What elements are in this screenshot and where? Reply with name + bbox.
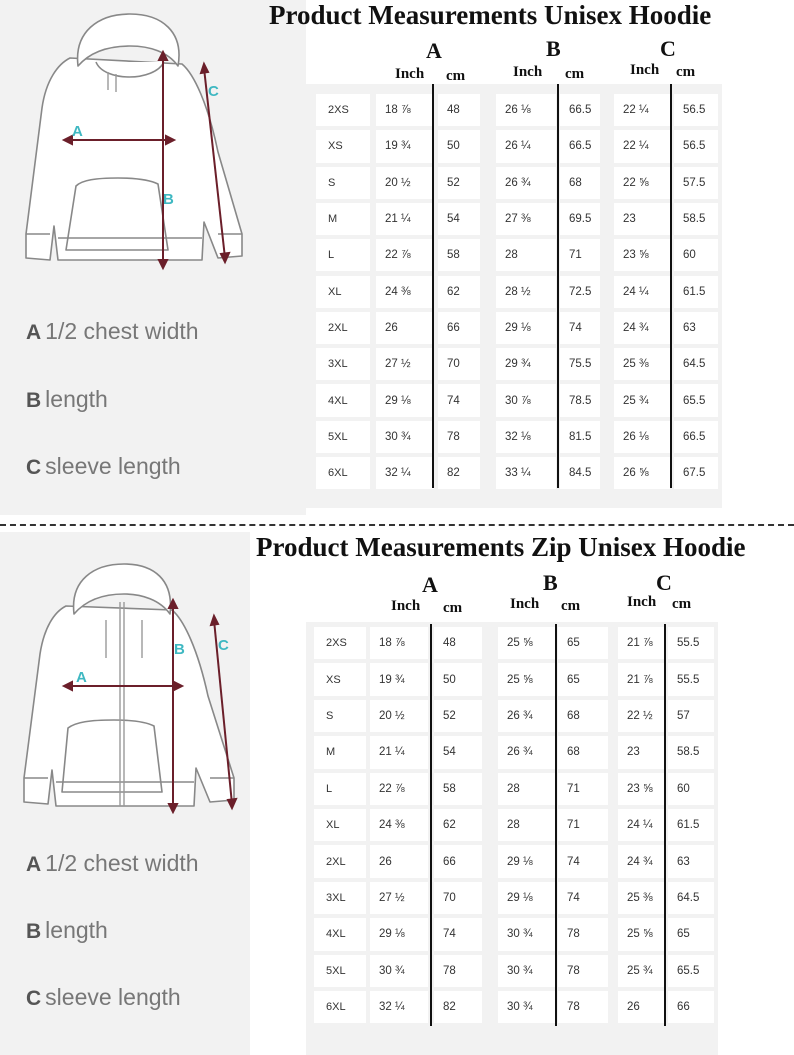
chest-cm-cell: 62	[438, 276, 480, 308]
sleeve-inch-cell: 23	[618, 736, 666, 768]
sleeve-cm-cell: 60	[674, 239, 718, 271]
chest-inch-cell: 27 ½	[370, 882, 428, 914]
size-cell: L	[316, 239, 370, 271]
svg-text:A: A	[72, 123, 83, 140]
sleeve-inch-cell: 24 ¾	[618, 845, 666, 877]
chest-inch-cell: 19 ¾	[376, 130, 434, 162]
chest-inch-cell: 32 ¼	[376, 457, 434, 489]
length-cm-cell: 68	[558, 700, 608, 732]
length-cm-cell: 68	[558, 736, 608, 768]
chest-cm-cell: 54	[438, 203, 480, 235]
unit-cm-c: cm	[676, 64, 696, 80]
length-cm-cell: 71	[558, 809, 608, 841]
length-cm-cell: 72.5	[560, 276, 600, 308]
length-cm-cell: 71	[558, 773, 608, 805]
sleeve-cm-cell: 63	[668, 845, 714, 877]
sleeve-cm-cell: 64.5	[674, 348, 718, 380]
length-cm-cell: 74	[560, 312, 600, 344]
unisex-hoodie-panel	[0, 0, 794, 515]
sleeve-inch-cell: 23 ⅝	[618, 773, 666, 805]
column-a-header: A	[426, 38, 442, 63]
sleeve-inch-cell: 24 ¼	[614, 276, 670, 308]
chest-cm-cell: 66	[434, 845, 482, 877]
size-cell: 2XS	[314, 627, 366, 659]
size-cell: 3XL	[314, 882, 366, 914]
chest-cm-cell: 62	[434, 809, 482, 841]
svg-text:B: B	[174, 641, 185, 658]
unit-cm-c: cm	[672, 596, 692, 612]
size-cell: 6XL	[314, 991, 366, 1023]
dashed-divider	[0, 524, 794, 526]
chest-inch-cell: 19 ¾	[370, 663, 428, 695]
column-separator	[670, 84, 672, 488]
sleeve-cm-cell: 66	[668, 991, 714, 1023]
length-cm-cell: 65	[558, 663, 608, 695]
column-separator	[555, 624, 557, 1026]
length-cm-cell: 66.5	[560, 94, 600, 126]
unit-inch-b: Inch	[510, 596, 540, 612]
sleeve-cm-cell: 66.5	[674, 421, 718, 453]
sleeve-inch-cell: 25 ⅜	[614, 348, 670, 380]
column-b-header: B	[546, 36, 561, 61]
chest-inch-cell: 22 ⅞	[370, 773, 428, 805]
svg-text:C: C	[218, 637, 229, 654]
chest-inch-cell: 20 ½	[376, 167, 434, 199]
column-b-header: B	[543, 570, 558, 595]
sleeve-cm-cell: 56.5	[674, 130, 718, 162]
column-separator	[664, 624, 666, 1026]
size-cell: 5XL	[316, 421, 370, 453]
chest-cm-cell: 52	[438, 167, 480, 199]
length-cm-cell: 69.5	[560, 203, 600, 235]
size-cell: 4XL	[316, 384, 370, 416]
sleeve-inch-cell: 23	[614, 203, 670, 235]
column-a-header: A	[422, 572, 438, 597]
legend-c: C sleeve length	[26, 453, 181, 479]
length-cm-cell: 78	[558, 991, 608, 1023]
sleeve-cm-cell: 57	[668, 700, 714, 732]
unit-inch-c: Inch	[630, 62, 660, 78]
size-cell: 2XL	[316, 312, 370, 344]
legend-a: A 1/2 chest width	[26, 318, 199, 344]
chest-cm-cell: 54	[434, 736, 482, 768]
chest-inch-cell: 21 ¼	[376, 203, 434, 235]
chest-inch-cell: 27 ½	[376, 348, 434, 380]
chest-inch-cell: 30 ¾	[370, 955, 428, 987]
svg-text:C: C	[208, 83, 219, 100]
length-cm-cell: 84.5	[560, 457, 600, 489]
chest-cm-cell: 52	[434, 700, 482, 732]
size-cell: 2XS	[316, 94, 370, 126]
chest-inch-cell: 29 ⅛	[376, 384, 434, 416]
length-inch-cell: 25 ⅝	[498, 627, 556, 659]
chest-inch-cell: 30 ¾	[376, 421, 434, 453]
size-cell: S	[314, 700, 366, 732]
unit-cm-a: cm	[443, 600, 463, 616]
sleeve-cm-cell: 58.5	[668, 736, 714, 768]
chest-inch-cell: 18 ⅞	[376, 94, 434, 126]
unit-cm-a: cm	[446, 68, 466, 84]
sleeve-inch-cell: 24 ¼	[618, 809, 666, 841]
chest-cm-cell: 66	[438, 312, 480, 344]
sleeve-inch-cell: 24 ¾	[614, 312, 670, 344]
length-cm-cell: 74	[558, 882, 608, 914]
size-cell: S	[316, 167, 370, 199]
chest-cm-cell: 58	[434, 773, 482, 805]
chest-cm-cell: 74	[438, 384, 480, 416]
chest-cm-cell: 70	[438, 348, 480, 380]
length-inch-cell: 29 ⅛	[498, 882, 556, 914]
sleeve-cm-cell: 55.5	[668, 627, 714, 659]
chest-cm-cell: 50	[434, 663, 482, 695]
length-cm-cell: 75.5	[560, 348, 600, 380]
chest-inch-cell: 26	[376, 312, 434, 344]
size-cell: 3XL	[316, 348, 370, 380]
chest-cm-cell: 48	[434, 627, 482, 659]
column-separator	[430, 624, 432, 1026]
length-inch-cell: 29 ¾	[496, 348, 556, 380]
sleeve-cm-cell: 65.5	[668, 955, 714, 987]
chart-title: Product Measurements Unisex Hoodie	[269, 0, 712, 30]
sleeve-cm-cell: 64.5	[668, 882, 714, 914]
chest-cm-cell: 48	[438, 94, 480, 126]
svg-text:B: B	[163, 191, 174, 208]
chest-inch-cell: 24 ⅜	[370, 809, 428, 841]
sleeve-inch-cell: 21 ⅞	[618, 663, 666, 695]
length-inch-cell: 28	[498, 809, 556, 841]
column-separator	[432, 84, 434, 488]
sleeve-inch-cell: 26 ⅛	[614, 421, 670, 453]
sleeve-inch-cell: 25 ⅜	[618, 882, 666, 914]
length-inch-cell: 25 ⅝	[498, 663, 556, 695]
length-inch-cell: 29 ⅛	[496, 312, 556, 344]
size-cell: 2XL	[314, 845, 366, 877]
sleeve-inch-cell: 25 ¾	[618, 955, 666, 987]
size-cell: XL	[314, 809, 366, 841]
length-cm-cell: 78	[558, 955, 608, 987]
sleeve-cm-cell: 67.5	[674, 457, 718, 489]
length-inch-cell: 26 ¾	[496, 167, 556, 199]
chest-cm-cell: 78	[438, 421, 480, 453]
length-cm-cell: 78	[558, 918, 608, 950]
sleeve-inch-cell: 22 ¼	[614, 130, 670, 162]
sleeve-cm-cell: 56.5	[674, 94, 718, 126]
zip-hoodie-panel	[0, 532, 794, 1055]
chest-inch-cell: 32 ¼	[370, 991, 428, 1023]
zip-hoodie-icon	[18, 562, 250, 814]
sleeve-inch-cell: 22 ½	[618, 700, 666, 732]
sleeve-inch-cell: 26	[618, 991, 666, 1023]
chest-inch-cell: 24 ⅜	[376, 276, 434, 308]
length-inch-cell: 27 ⅜	[496, 203, 556, 235]
hoodie-icon	[18, 12, 268, 274]
length-inch-cell: 30 ¾	[498, 955, 556, 987]
length-inch-cell: 30 ¾	[498, 991, 556, 1023]
length-cm-cell: 65	[558, 627, 608, 659]
size-cell: XL	[316, 276, 370, 308]
sleeve-cm-cell: 65.5	[674, 384, 718, 416]
sleeve-inch-cell: 26 ⅝	[614, 457, 670, 489]
size-cell: XS	[314, 663, 366, 695]
chart-title: Product Measurements Zip Unisex Hoodie	[256, 532, 746, 562]
svg-text:A: A	[76, 669, 87, 686]
length-inch-cell: 26 ⅛	[496, 94, 556, 126]
size-cell: XS	[316, 130, 370, 162]
chest-cm-cell: 82	[438, 457, 480, 489]
unit-inch-a: Inch	[391, 598, 421, 614]
unit-inch-c: Inch	[627, 594, 657, 610]
chest-cm-cell: 70	[434, 882, 482, 914]
legend-c: C sleeve length	[26, 984, 181, 1010]
chest-cm-cell: 82	[434, 991, 482, 1023]
length-cm-cell: 74	[558, 845, 608, 877]
chest-inch-cell: 26	[370, 845, 428, 877]
length-cm-cell: 66.5	[560, 130, 600, 162]
length-inch-cell: 26 ¾	[498, 736, 556, 768]
unit-cm-b: cm	[561, 598, 581, 614]
chest-inch-cell: 21 ¼	[370, 736, 428, 768]
length-inch-cell: 28 ½	[496, 276, 556, 308]
sleeve-inch-cell: 22 ¼	[614, 94, 670, 126]
column-c-header: C	[660, 36, 676, 61]
chest-cm-cell: 78	[434, 955, 482, 987]
length-cm-cell: 78.5	[560, 384, 600, 416]
length-inch-cell: 33 ¼	[496, 457, 556, 489]
sleeve-cm-cell: 57.5	[674, 167, 718, 199]
length-cm-cell: 81.5	[560, 421, 600, 453]
chest-cm-cell: 50	[438, 130, 480, 162]
length-inch-cell: 32 ⅛	[496, 421, 556, 453]
chest-cm-cell: 58	[438, 239, 480, 271]
sleeve-inch-cell: 25 ⅝	[618, 918, 666, 950]
size-cell: 5XL	[314, 955, 366, 987]
size-cell: M	[316, 203, 370, 235]
length-inch-cell: 30 ⅞	[496, 384, 556, 416]
size-cell: 4XL	[314, 918, 366, 950]
sleeve-inch-cell: 22 ⅝	[614, 167, 670, 199]
unit-inch-a: Inch	[395, 66, 425, 82]
length-inch-cell: 26 ¾	[498, 700, 556, 732]
sleeve-cm-cell: 61.5	[674, 276, 718, 308]
chest-cm-cell: 74	[434, 918, 482, 950]
sleeve-cm-cell: 55.5	[668, 663, 714, 695]
unit-inch-b: Inch	[513, 64, 543, 80]
chest-inch-cell: 20 ½	[370, 700, 428, 732]
length-inch-cell: 28	[498, 773, 556, 805]
length-inch-cell: 26 ¼	[496, 130, 556, 162]
length-inch-cell: 29 ⅛	[498, 845, 556, 877]
chest-inch-cell: 29 ⅛	[370, 918, 428, 950]
chest-inch-cell: 18 ⅞	[370, 627, 428, 659]
sleeve-inch-cell: 25 ¾	[614, 384, 670, 416]
sleeve-cm-cell: 61.5	[668, 809, 714, 841]
length-inch-cell: 30 ¾	[498, 918, 556, 950]
sleeve-cm-cell: 60	[668, 773, 714, 805]
size-cell: L	[314, 773, 366, 805]
sleeve-inch-cell: 21 ⅞	[618, 627, 666, 659]
legend-a: A 1/2 chest width	[26, 850, 199, 876]
size-cell: M	[314, 736, 366, 768]
sleeve-cm-cell: 63	[674, 312, 718, 344]
size-cell: 6XL	[316, 457, 370, 489]
legend-b: B length	[26, 917, 108, 943]
column-c-header: C	[656, 570, 672, 595]
length-cm-cell: 68	[560, 167, 600, 199]
sleeve-cm-cell: 58.5	[674, 203, 718, 235]
chest-inch-cell: 22 ⅞	[376, 239, 434, 271]
length-cm-cell: 71	[560, 239, 600, 271]
column-separator	[557, 84, 559, 488]
legend-b: B length	[26, 386, 108, 412]
unit-cm-b: cm	[565, 66, 585, 82]
sleeve-inch-cell: 23 ⅝	[614, 239, 670, 271]
sleeve-cm-cell: 65	[668, 918, 714, 950]
length-inch-cell: 28	[496, 239, 556, 271]
